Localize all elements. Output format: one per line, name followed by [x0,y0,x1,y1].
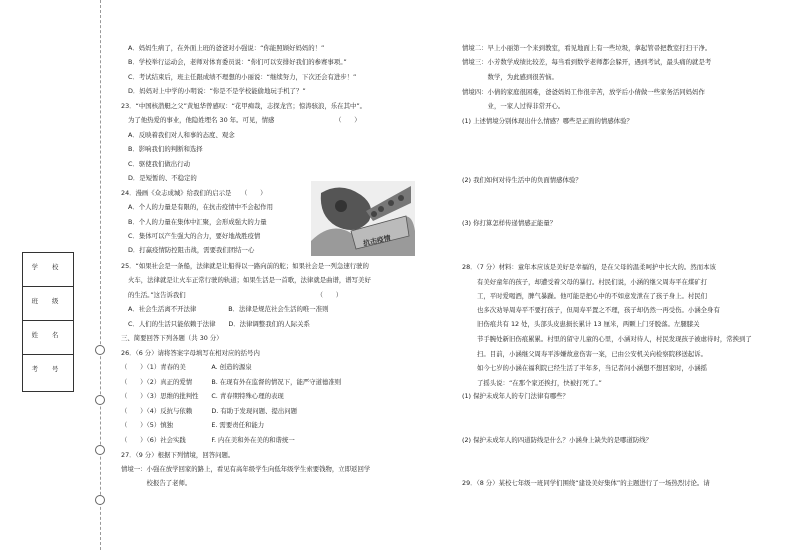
option-line: D．打赢疫情防控阻击战，需要我们团结一心 [128,246,255,254]
material-text: 节手腕处新旧伤痕累累。村里的留守儿童的心里，小涵对待人，村民发现孩子被虐待时，常挨到了 [477,335,752,343]
question-24: 24．漫画《众志成城》给我们的启示是 （ ） [121,189,267,197]
material-text: 有美好童年的孩子，却遭受着父母的暴行。村民们说，小涵的继父周寿平在煤矿打 [477,278,708,286]
material-text: 如今七岁的小涵在福利院已经生活了半年多，当记者问小涵想不想回家时，小涵摇 [477,364,708,372]
question-28: 28．（7 分）材料：童年本应该是美好是幸福的，是在父母的温柔呵护中长大的。然而本该 [462,263,716,271]
scenario-text: 业，一家人过得非常开心。 [462,102,565,110]
question-text: 的生活。”这告诉我们 （ ） [128,291,343,299]
name-label: 姓 名 [31,331,65,339]
sub-question: (2) 我们如何对待生活中的负面情感体验？ [462,176,582,184]
matching-row: （ ）（5）慎独 E. 需要责任和能力 [121,421,265,429]
option-line: A．社会生活离不开法律 B．法律是规范社会生活的唯一准则 [128,305,329,313]
option-line: A．个人的力量是有限的，在抗击疫情中不会起作用 [128,203,273,211]
scenario-text: 情境四：小倩的家庭很困难，爸爸妈妈工作很辛苦，放学后小倩做一些家务活同妈妈作 [462,88,705,96]
material-text: 旧伤痕共有 12 处，头部头皮患损长累计 13 厘米，两颗上门牙脱落。左腿膝关 [477,320,700,328]
question-27: 27．（9 分）根据下列情境，回答问题。 [121,451,235,459]
section-heading: 三、简要回答下列各题（共 30 分） [121,334,223,342]
matching-row: （ ）（4）反抗与依赖 D. 有助于发现问题、提出问题 [121,407,298,415]
scenario-text: 数学，为此感到很苦恼。 [462,73,558,81]
student-info-box [22,252,74,392]
scenario-text: 情境一：小强在放学回家的路上，看见有高年级学生向低年级学生索要钱物，立即返回学 [121,465,371,473]
matching-row: （ ）（3）思维的批判性 C. 青春期特殊心理的表现 [121,392,284,400]
option-line: A．妈妈生病了，在外面上班的爸爸对小强说：“你能照顾好妈妈的！” [128,44,325,52]
option-line: D．是短暂的、不稳定的 [128,174,197,182]
exam-number-label: 考 号 [31,365,65,373]
cartoon-caption: 抗击疫情 [362,234,392,248]
sub-question: (1) 保护未成年人的专门法律有哪些？ [462,392,569,400]
question-text: 为了他热爱的事业，他隐姓埋名 30 年。可见，情感 （ ） [128,116,361,124]
binding-hole [95,495,105,505]
option-line: B．影响我们的判断和选择 [128,145,203,153]
sub-question: (1) 上述情境分别体现出什么情感？哪些是正面的情感体验？ [462,117,633,125]
binding-hole [95,345,105,355]
sub-question: (3) 你打算怎样传递情感正能量？ [462,219,557,227]
question-text: 火车，法律就是让火车正常行驶的轨道；如果生活是一首歌，法律就是曲谱，谱写美好 [128,276,371,284]
sub-question: (2) 保护未成年人的四道防线是什么？小涵身上缺失的是哪道防线？ [462,436,653,444]
binding-hole [95,395,105,405]
binding-line [100,0,101,550]
question-26: 26．（6 分）请将答案字母填写在相对应的括号内 [121,349,260,357]
question-23: 23．“中国核潜艇之父”黄旭华曾感叹：“花甲痴哉，志探龙宫；惊涛骇浪，乐在其中”。 [121,102,367,110]
option-line: A．反映着我们对人和事的态度、观念 [128,131,235,139]
matching-row: （ ）（2）真正的爱情 B. 在现有外在监督的情况下，能严守道德准则 [121,378,342,386]
material-text: 也多次劝导周寿平不要打孩子，但周寿平置之不理，孩子却仍然一再受伤。小涵全身有 [477,306,720,314]
option-line: B．学校举行运动会，老师对体育委员说：“你们可以安排好我们的参赛事项。” [128,58,347,66]
class-label: 班 级 [31,297,65,305]
scenario-text: 情境三：小芳数学成绩比较差，每当看到数学老师都会躲开，遇到考试，最头痛的就是考 [462,58,712,66]
scenario-text: 情境二：早上小丽第一个来到教室，看见地面上有一些垃圾，拿起管帚把教室打扫干净。 [462,44,712,52]
option-line: B．个人的力量在集体中汇聚，会形成强大的力量 [128,218,267,226]
option-line: D．妈妈对上中学的小明说：“你是不是学校能偷地玩手机了？” [128,87,306,95]
binding-hole [95,445,105,455]
material-text: 工，平时爱喝酒，脾气暴躁。他可能是把心中的不如意发泄在了孩子身上。村民们 [477,292,708,300]
option-line: C．集体可以产生强大的合力，要好地战胜疫情 [128,232,261,240]
scenario-text: 校报告了老师。 [121,479,192,487]
option-line: C．考试结束后，班主任跟成绩不理想的小丽说：“继续努力，下次还会有进步！” [128,73,357,81]
school-label: 学 校 [31,263,65,271]
cartoon-image [311,181,415,256]
option-line: C．人们的生活只能依赖于法律 D．法律调整我们的人际关系 [128,320,310,328]
matching-row: （ ）（1）青春的美 A. 创造的源泉 [121,363,252,371]
material-text: 扫。目前，小涵继父周寿平涉嫌故意伤害一案，已由公安机关向检察院移送起诉。 [477,350,708,358]
question-29: 29．（8 分）某校七年级一班同学们围绕“建设美好集体”的主题进行了一场热烈讨论。请 [462,479,710,487]
question-25: 25．“如果社会是一条船，法律就是让船得以一路向前的舵；如果社会是一列急速行驶的 [121,262,369,270]
material-text: 了摇头说：“在那个家还挨打，快被打死了。” [477,379,602,387]
matching-row: （ ）（6）社会实践 F. 内在美和外在美的和谐统一 [121,436,295,444]
option-line: C．驱使我们做出行动 [128,160,190,168]
